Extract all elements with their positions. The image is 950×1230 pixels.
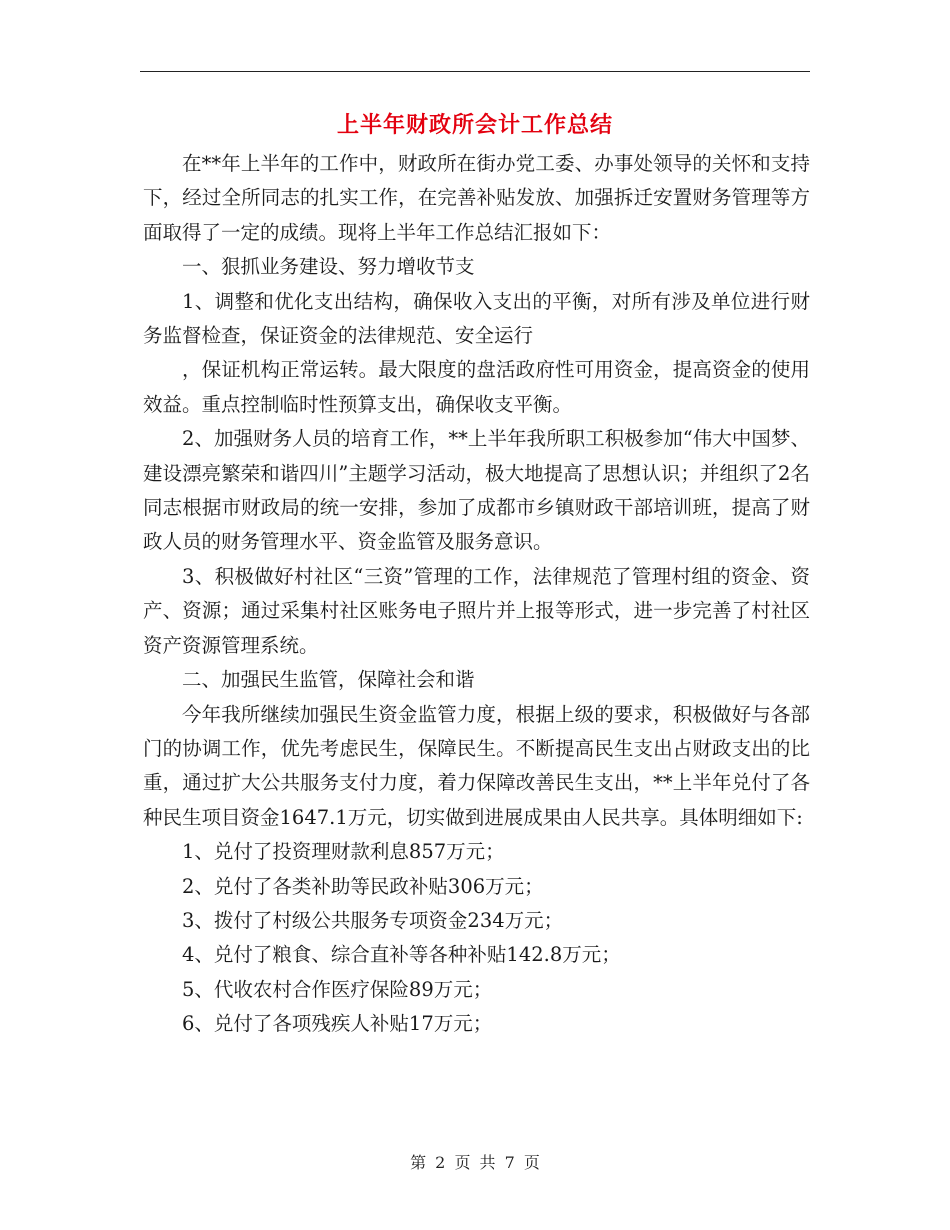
list-item: 4、兑付了粮食、综合直补等各种补贴142.8万元； (182, 943, 621, 967)
list-item: 3、拨付了村级公共服务专项资金234万元； (182, 908, 564, 932)
list-item: 5、代收农村合作医疗保险89万元； (182, 977, 493, 1001)
page-footer: 第 2 页 共 7 页 (410, 1153, 540, 1172)
paragraph: 1、调整和优化支出结构，确保收入支出的平衡，对所有涉及单位进行财务监督检查，保证资金的法律规范、安全运行 (143, 289, 810, 348)
document-body (143, 147, 810, 1042)
paragraph: ，保证机构正常运转。最大限度的盘活政府性可用资金，提高资金的使用效益。重点控制临时性预算支出，确保收支平衡。 (143, 358, 810, 416)
paragraph: 2、加强财务人员的培育工作，**上半年我所职工积极参加“伟大中国梦、建设漂亮繁荣和谐四川”主题学习活动，极大地提高了思想认识；并组织了2名同志根据市财政局的统一安排，参加了成都市乡镇财政干部培训班，提高了财政人员的财务管理水平、资金监管及服务意识。 (143, 427, 810, 554)
section-heading: 一、狠抓业务建设、努力增收节支 (182, 255, 475, 279)
document-title: 上半年财政所会计工作总结 (336, 112, 613, 138)
paragraph: 在**年上半年的工作中，财政所在街办党工委、办事处领导的关怀和支持下，经过全所同志的扎实工作，在完善补贴发放、加强拆迁安置财务管理等方面取得了一定的成绩。现将上半年工作总结汇报如下： (143, 152, 810, 244)
paragraph: 3、积极做好村社区“三资”管理的工作，法律规范了管理村组的资金、资产、资源；通过采集村社区账务电子照片并上报等形式，进一步完善了村社区资产资源管理系统。 (143, 564, 810, 657)
list-item: 2、兑付了各类补助等民政补贴306万元； (182, 874, 544, 898)
list-item: 6、兑付了各项残疾人补贴17万元； (182, 1012, 493, 1036)
header-rule (140, 71, 810, 72)
list-item: 1、兑付了投资理财款利息857万元； (182, 840, 505, 864)
paragraph: 今年我所继续加强民生资金监管力度，根据上级的要求，积极做好与各部门的协调工作，优先考虑民生，保障民生。不断提高民生支出占财政支出的比重，通过扩大公共服务支付力度，着力保障改善民生支出，**上半年兑付了各种民生项目资金1647.1万元，切实做到进展成果由人民共享。具体明细如下: (143, 702, 810, 829)
section-heading: 二、加强民生监管，保障社会和谐 (182, 668, 475, 692)
